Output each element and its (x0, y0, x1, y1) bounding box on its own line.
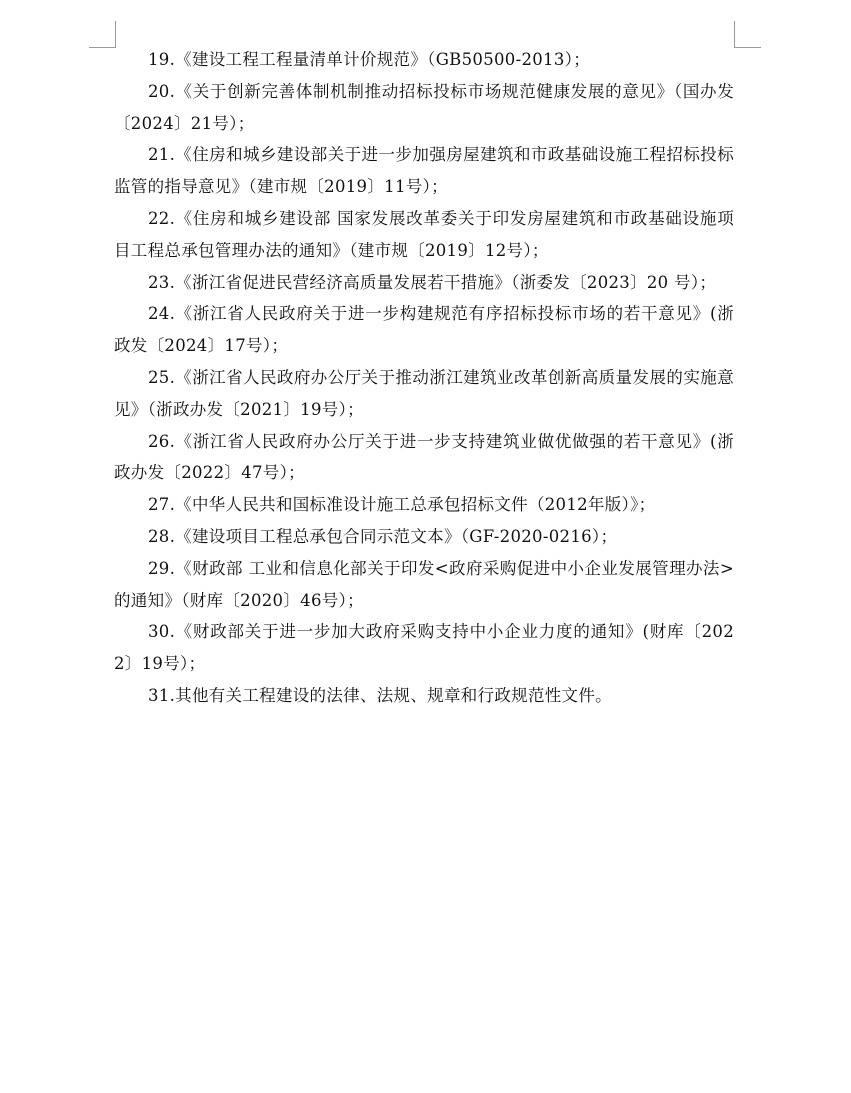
margin-corner-mark-top-left (89, 21, 116, 48)
list-item: 25.《浙江省人民政府办公厅关于推动浙江建筑业改革创新高质量发展的实施意见》（浙政办发〔2021〕19号）； (114, 367, 734, 419)
list-item: 19.《建设工程工程量清单计价规范》（GB50500-2013）； (148, 50, 591, 69)
list-item: 21.《住房和城乡建设部关于进一步加强房屋建筑和市政基础设施工程招标投标监管的指导意见》（建市规〔2019〕11号）； (114, 145, 734, 197)
list-item: 22.《住房和城乡建设部 国家发展改革委关于印发房屋建筑和市政基础设施项目工程总承包管理办法的通知》（建市规〔2019〕12号）； (114, 208, 734, 260)
list-item: 31.其他有关工程建设的法律、法规、规章和行政规范性文件。 (148, 685, 612, 705)
list-item: 28.《建设项目工程总承包合同示范文本》（GF-2020-0216）； (148, 526, 618, 546)
margin-corner-mark-top-right (734, 21, 761, 48)
list-item: 24.《浙江省人民政府关于进一步构建规范有序招标投标市场的若干意见》(浙政发〔2024〕17号）； (114, 304, 734, 356)
document-body (114, 44, 734, 712)
list-item: 30.《财政部关于进一步加大政府采购支持中小企业力度的通知》(财库〔2022〕19号）； (114, 622, 734, 674)
list-item: 27.《中华人民共和国标准设计施工总承包招标文件（2012年版）》； (148, 495, 656, 515)
list-item: 29.《财政部 工业和信息化部关于印发<政府采购促进中小企业发展管理办法>的通知》（财库〔2020〕46号）； (114, 558, 734, 610)
list-item: 20.《关于创新完善体制机制推动招标投标市场规范健康发展的意见》（国办发〔2024〕21号）； (114, 81, 734, 133)
list-item: 26.《浙江省人民政府办公厅关于进一步支持建筑业做优做强的若干意见》(浙政办发〔2022〕47号）； (114, 431, 734, 483)
list-item: 23.《浙江省促进民营经济高质量发展若干措施》（浙委发〔2023〕20 号）； (148, 272, 717, 292)
